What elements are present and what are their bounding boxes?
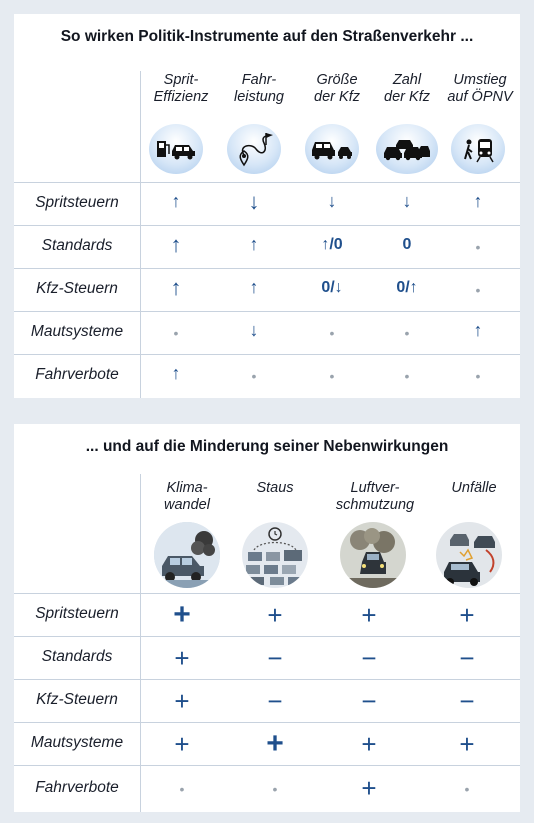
col-header-staus: Staus xyxy=(256,480,294,496)
many-cars-icon xyxy=(376,124,438,174)
air-pollution-icon xyxy=(340,522,406,588)
cell-effect: • xyxy=(404,368,410,384)
row-label-kfz-steuern: Kfz-Steuern xyxy=(36,691,118,708)
cell-effect: ↓ xyxy=(327,191,337,211)
cell-effect: + xyxy=(173,598,191,631)
grid-hline xyxy=(14,722,520,723)
grid-hline xyxy=(14,593,520,594)
cell-effect: • xyxy=(464,781,470,797)
grid-hline xyxy=(14,225,520,226)
col-header-umstieg-oepnv: Umstieg auf ÖPNV xyxy=(447,72,513,105)
col-header-fahrleistung: Fahr- leistung xyxy=(234,72,284,105)
cell-effect: ↑ xyxy=(249,234,259,254)
pedestrian-tram-icon xyxy=(451,124,505,174)
cell-effect: • xyxy=(475,239,481,255)
cell-effect: − xyxy=(361,686,377,716)
row-label-spritsteuern: Spritsteuern xyxy=(35,194,119,211)
row-label-standards: Standards xyxy=(41,237,113,254)
grid-hline xyxy=(14,354,520,355)
col-header-sprit-effizienz: Sprit- Effizienz xyxy=(153,72,209,105)
fuel-pump-car-icon xyxy=(149,124,203,174)
grid-hline xyxy=(14,636,520,637)
cell-effect: • xyxy=(329,325,335,341)
instruments-panel xyxy=(14,14,520,398)
side-effects-panel xyxy=(14,424,520,812)
cell-effect: + xyxy=(174,686,190,716)
cell-effect: + xyxy=(266,727,284,760)
cell-effect: − xyxy=(267,686,283,716)
cell-effect: • xyxy=(272,781,278,797)
grid-hline xyxy=(14,182,520,183)
row-label-standards: Standards xyxy=(41,648,113,665)
cell-effect: + xyxy=(459,600,475,630)
row-label-fahrverbote: Fahrverbote xyxy=(35,366,119,383)
cell-effect: • xyxy=(251,368,257,384)
cell-effect: ↑ xyxy=(171,363,181,383)
cell-effect: ↓ xyxy=(402,191,412,211)
cell-effect: ↑ xyxy=(171,191,181,211)
cell-effect: − xyxy=(459,686,475,716)
cell-effect: 0 xyxy=(402,236,412,253)
grid-hline xyxy=(14,311,520,312)
col-header-unfaelle: Unfälle xyxy=(451,480,497,496)
grid-hline xyxy=(14,268,520,269)
cell-effect: • xyxy=(179,781,185,797)
panel2-title: ... und auf die Minderung seiner Nebenwirkungen xyxy=(85,438,449,455)
car-accident-icon xyxy=(436,522,502,588)
col-header-groesse-kfz: Größe der Kfz xyxy=(314,72,360,105)
cell-effect: − xyxy=(459,643,475,673)
cell-effect: ↑ xyxy=(473,320,483,340)
cell-effect: ↑ xyxy=(249,277,259,297)
cell-effect: ↑ xyxy=(170,232,182,257)
panel1-title: So wirken Politik-Instrumente auf den Straßenverkehr ... xyxy=(60,28,474,45)
grid-hline xyxy=(14,679,520,680)
cell-effect: • xyxy=(329,368,335,384)
large-small-car-icon xyxy=(305,124,359,174)
cell-effect: ↓ xyxy=(248,189,260,214)
col-header-klimawandel: Klima- wandel xyxy=(164,480,210,513)
cell-effect: ↑/0 xyxy=(321,236,343,253)
cell-effect: ↑ xyxy=(473,191,483,211)
col-header-luftverschmutzung: Luftver- schmutzung xyxy=(335,480,415,513)
cell-effect: + xyxy=(459,729,475,759)
row-label-spritsteuern: Spritsteuern xyxy=(35,605,119,622)
row-label-mautsysteme: Mautsysteme xyxy=(30,734,124,751)
car-exhaust-icon xyxy=(154,522,220,588)
cell-effect: + xyxy=(361,600,377,630)
cell-effect: • xyxy=(475,368,481,384)
cell-effect: + xyxy=(361,729,377,759)
cell-effect: 0/↓ xyxy=(321,279,343,296)
cell-effect: − xyxy=(267,643,283,673)
grid-vline xyxy=(140,474,141,812)
row-label-mautsysteme: Mautsysteme xyxy=(30,323,124,340)
traffic-jam-icon xyxy=(242,522,308,588)
route-map-icon xyxy=(227,124,281,174)
cell-effect: • xyxy=(475,282,481,298)
cell-effect: − xyxy=(361,643,377,673)
cell-effect: • xyxy=(173,325,179,341)
row-label-kfz-steuern: Kfz-Steuern xyxy=(36,280,118,297)
col-header-zahl-kfz: Zahl der Kfz xyxy=(384,72,430,105)
grid-vline xyxy=(140,71,141,398)
cell-effect: ↓ xyxy=(249,320,259,340)
row-label-fahrverbote: Fahrverbote xyxy=(35,779,119,796)
cell-effect: + xyxy=(361,773,377,803)
cell-effect: 0/↑ xyxy=(396,279,418,296)
grid-hline xyxy=(14,765,520,766)
cell-effect: + xyxy=(174,729,190,759)
cell-effect: + xyxy=(267,600,283,630)
cell-effect: + xyxy=(174,643,190,673)
cell-effect: • xyxy=(404,325,410,341)
cell-effect: ↑ xyxy=(170,275,182,300)
